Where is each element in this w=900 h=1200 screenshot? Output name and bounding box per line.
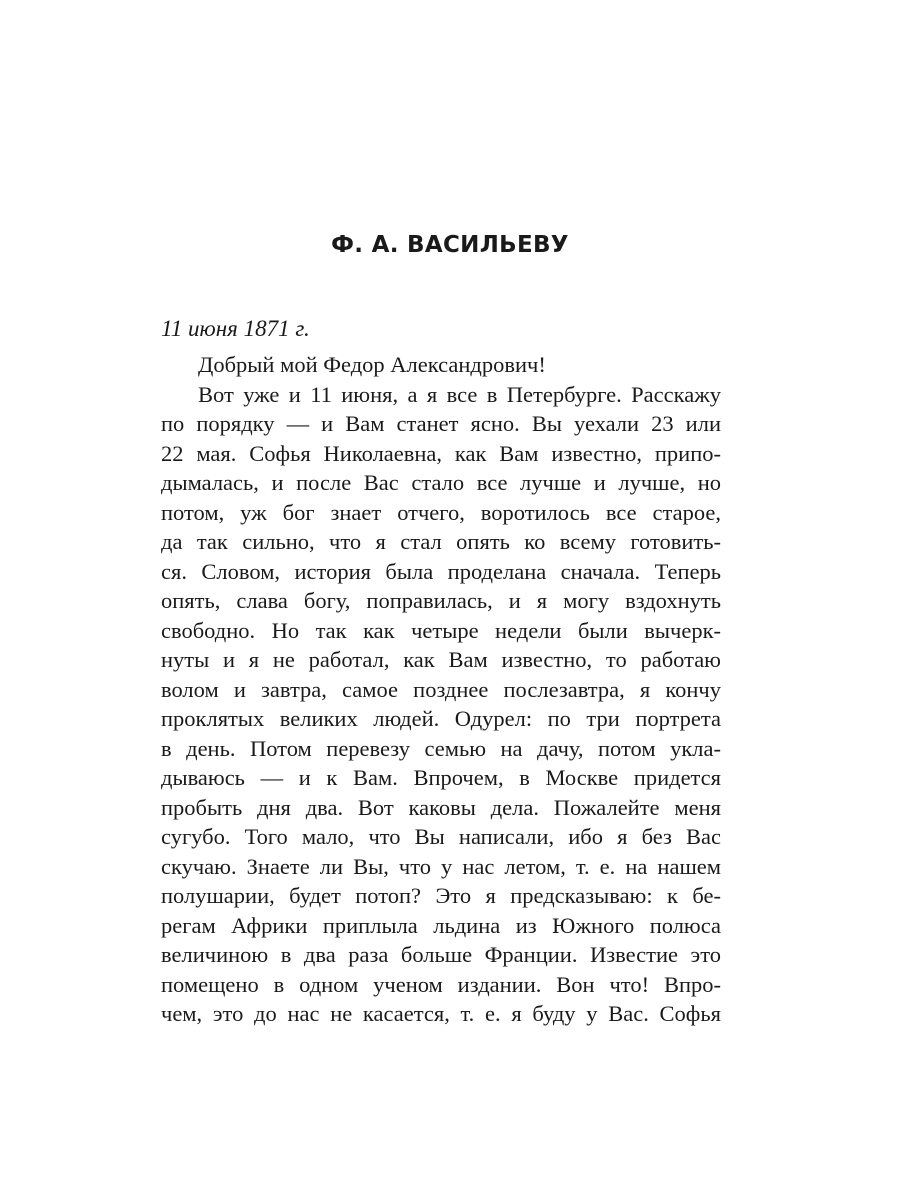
letter-date: 11 июня 1871 г. [161,316,310,341]
text-line: дываюсь — и к Вам. Впрочем, в Москве придется [161,765,721,790]
text-line: нуты и я не работал, как Вам известно, то работаю [161,647,721,672]
text-line: величиною в два раза больше Франции. Известие это [161,942,721,967]
letter-heading: Ф. А. ВАСИЛЬЕВУ [331,232,569,258]
text-line: свободно. Но так как четыре недели были вычерк- [161,617,721,643]
text-line: по порядку — и Вам станет ясно. Вы уехали 23 или [161,411,721,436]
text-line: регам Африки приплыла льдина из Южного полюса [161,912,721,938]
text-line: сугубо. Того мало, что Вы написали, ибо я без Вас [161,824,721,849]
letter-body [161,350,721,1029]
text-line: ся. Словом, история была проделана сначала. Теперь [161,558,721,584]
text-line: чем, это до нас не касается, т. е. я буду у Вас. Софья [161,1001,721,1026]
text-line: Добрый мой Федор Александрович! [198,352,546,377]
text-line: дымалась, и после Вас стало все лучше и лучше, но [161,470,721,495]
text-line: скучаю. Знаете ли Вы, что у нас летом, т. е. на нашем [161,853,721,879]
text-line: Вот уже и 11 июня, а я все в Петербурге. Расскажу [198,381,721,407]
text-line: потом, уж бог знает отчего, воротилось все старое, [161,499,721,525]
text-line: пробыть дня два. Вот каковы дела. Пожалейте меня [161,794,721,820]
text-line: в день. Потом перевезу семью на дачу, потом укла- [161,735,721,761]
text-line: полушарии, будет потоп? Это я предсказываю: к бе- [161,883,721,908]
text-line: 22 мая. Софья Николаевна, как Вам известно, припо- [161,440,721,466]
text-line: волом и завтра, самое позднее послезавтра, я кончу [161,676,721,702]
text-line: помещено в одном ученом издании. Вон что! Впро- [161,971,721,997]
text-line: да так сильно, что я стал опять ко всему готовить- [161,529,721,554]
text-line: опять, слава богу, поправилась, и я могу вздохнуть [161,588,721,613]
text-line: проклятых великих людей. Одурел: по три портрета [161,706,721,731]
